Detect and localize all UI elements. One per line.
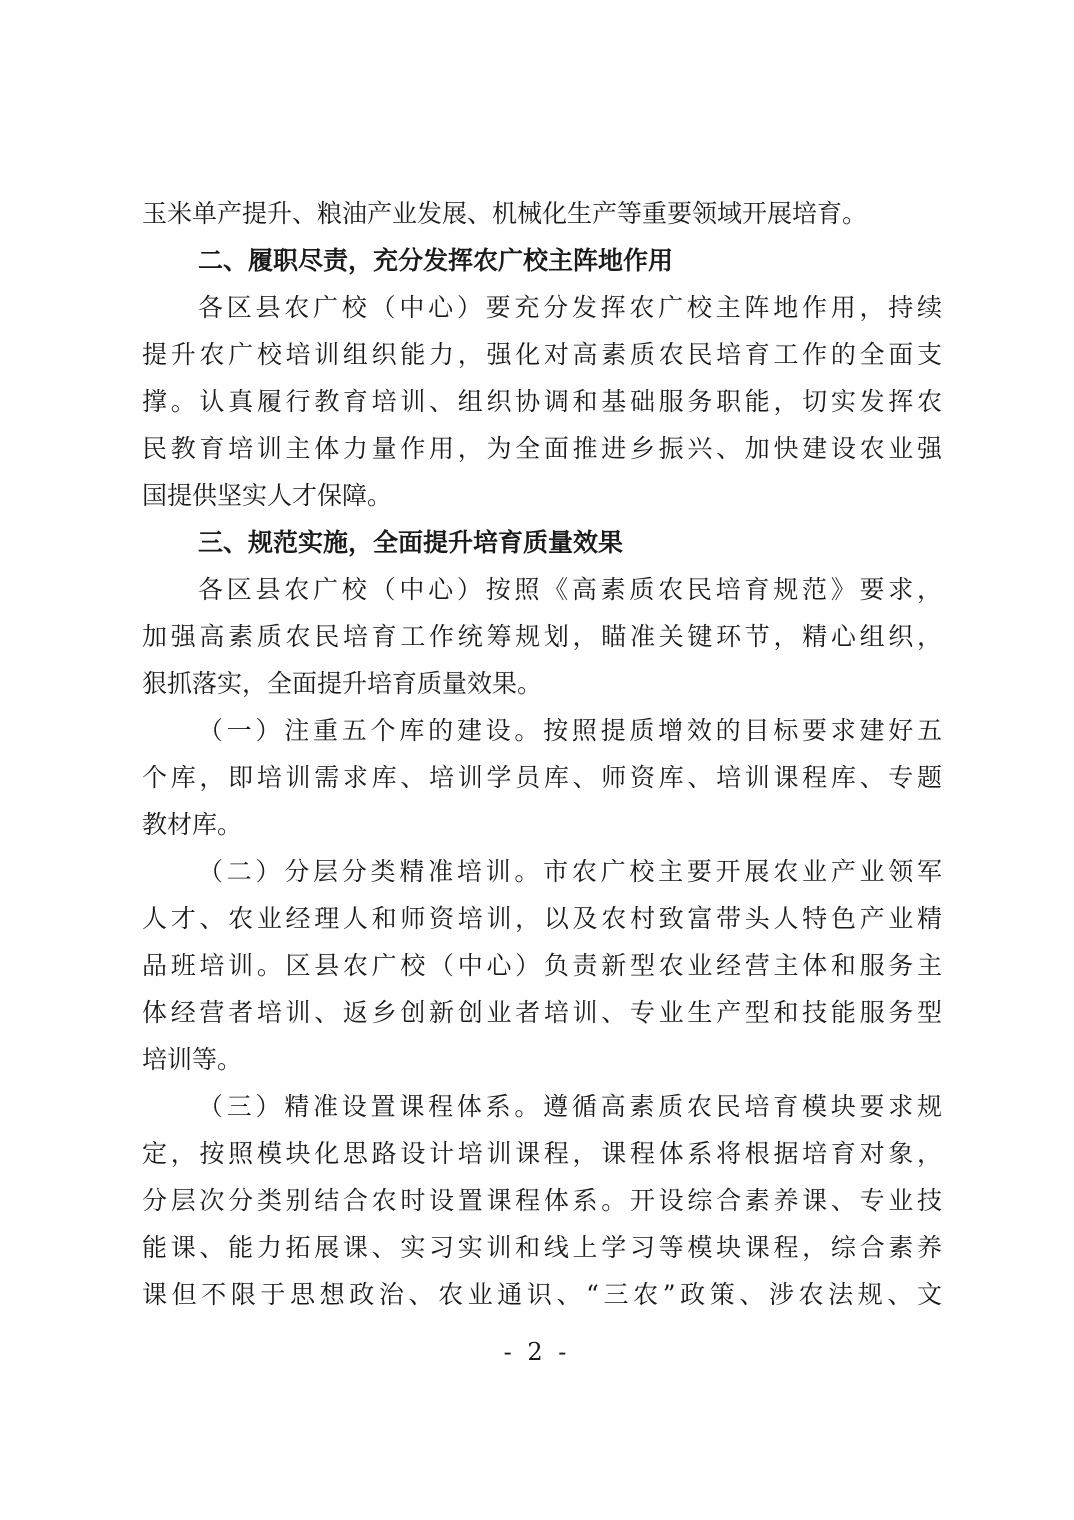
paragraph-line: 能课、能力拓展课、实习实训和线上学习等模块课程，综合素养 [142,1233,942,1262]
paragraph-line: 玉米单产提升、粮油产业发展、机械化生产等重要领域开展培育。 [142,199,868,228]
paragraph-line: 提升农广校培训组织能力，强化对高素质农民培育工作的全面支 [142,340,942,369]
paragraph-line: 狠抓落实，全面提升培育质量效果。 [142,669,543,698]
page-number: - 2 - [503,1338,571,1366]
paragraph-line: 加强高素质农民培育工作统筹规划，瞄准关键环节，精心组织， [142,622,942,651]
paragraph-line: 人才、农业经理人和师资培训，以及农村致富带头人特色产业精 [142,904,942,933]
paragraph-line: 各区县农广校（中心）要充分发挥农广校主阵地作用，持续 [198,293,942,322]
section-heading: 二、履职尽责，充分发挥农广校主阵地作用 [198,246,674,275]
paragraph-line: （二）分层分类精准培训。市农广校主要开展农业产业领军 [198,857,942,886]
paragraph-line: （三）精准设置课程体系。遵循高素质农民培育模块要求规 [198,1092,942,1121]
paragraph-line: 撑。认真履行教育培训、组织协调和基础服务职能，切实发挥农 [142,387,942,416]
paragraph-line: 各区县农广校（中心）按照《高素质农民培育规范》要求， [198,575,942,604]
paragraph-line: 分层次分类别结合农时设置课程体系。开设综合素养课、专业技 [142,1186,942,1215]
paragraph-line: 体经营者培训、返乡创新创业者培训、专业生产型和技能服务型 [142,998,942,1027]
paragraph-line: 个库，即培训需求库、培训学员库、师资库、培训课程库、专题 [142,763,942,792]
paragraph-line: 国提供坚实人才保障。 [142,481,393,510]
paragraph-line: （一）注重五个库的建设。按照提质增效的目标要求建好五 [198,716,942,745]
paragraph-line: 定，按照模块化思路设计培训课程，课程体系将根据培育对象， [142,1139,942,1168]
paragraph-line: 教材库。 [142,810,243,839]
document-body [142,190,942,1318]
paragraph-line: 课但不限于思想政治、农业通识、“三农”政策、涉农法规、文 [142,1280,942,1309]
paragraph-line: 民教育培训主体力量作用，为全面推进乡振兴、加快建设农业强 [142,434,942,463]
paragraph-line: 品班培训。区县农广校（中心）负责新型农业经营主体和服务主 [142,951,942,980]
section-heading: 三、规范实施，全面提升培育质量效果 [198,528,624,557]
paragraph-line: 培训等。 [142,1045,243,1074]
